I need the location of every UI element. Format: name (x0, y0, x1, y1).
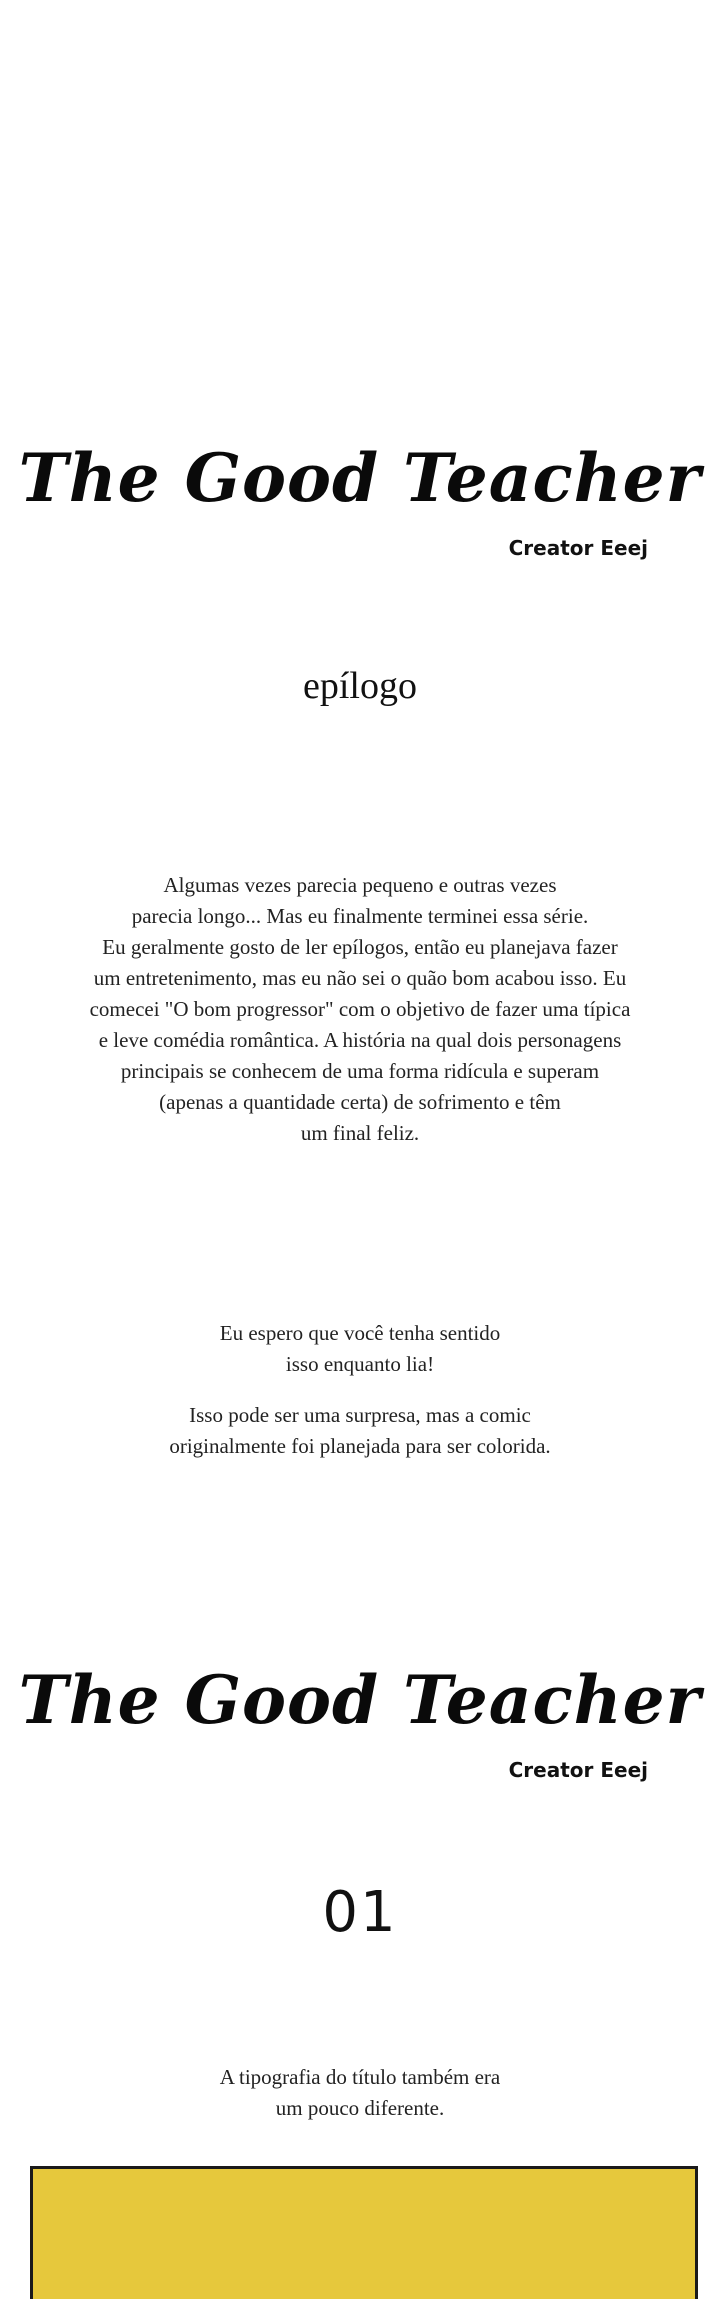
paragraph-line: Eu geralmente gosto de ler epílogos, então eu planejava fazer (102, 935, 618, 959)
epilogue-heading: epílogo (303, 665, 417, 707)
paragraph-line: Eu espero que você tenha sentido (219, 1321, 501, 1345)
hope-paragraph (0, 1318, 720, 1380)
comic-title-original: The Good Teacher (18, 1661, 702, 1739)
paragraph-line: isso enquanto lia! (285, 1352, 435, 1376)
creator-credit: Creator Eeej (508, 536, 648, 560)
comic-title: The Good Teacher (18, 439, 702, 517)
paragraph-line: Isso pode ser uma surpresa, mas a comic (189, 1403, 531, 1427)
surprise-paragraph (0, 1400, 720, 1462)
paragraph-line: Algumas vezes parecia pequeno e outras vezes (163, 873, 557, 897)
typography-note (0, 2062, 720, 2124)
paragraph-line: (apenas a quantidade certa) de sofrimento e têm (159, 1090, 561, 1114)
yellow-comic-panel (30, 2166, 698, 2299)
paragraph-line: comecei "O bom progressor" com o objetivo de fazer uma típica (89, 997, 631, 1021)
paragraph-line: A tipografia do título também era (219, 2065, 501, 2089)
intro-paragraph (0, 870, 720, 1149)
section-number: 01 (322, 1880, 398, 1945)
paragraph-line: principais se conhecem de uma forma ridícula e superam (120, 1059, 600, 1083)
paragraph-line: um pouco diferente. (275, 2096, 445, 2120)
creator-credit-original: Creator Eeej (508, 1758, 648, 1782)
paragraph-line: um final feliz. (300, 1121, 420, 1145)
paragraph-line: originalmente foi planejada para ser colorida. (169, 1434, 551, 1458)
paragraph-line: um entretenimento, mas eu não sei o quão bom acabou isso. Eu (93, 966, 627, 990)
paragraph-line: e leve comédia romântica. A história na qual dois personagens (98, 1028, 622, 1052)
paragraph-line: parecia longo... Mas eu finalmente terminei essa série. (131, 904, 589, 928)
